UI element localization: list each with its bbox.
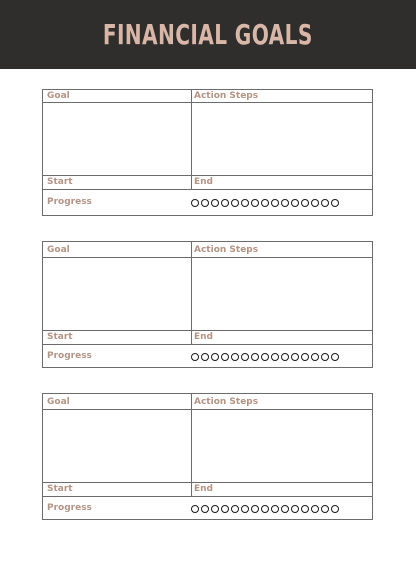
progress-tracker xyxy=(191,497,371,520)
progress-circle[interactable] xyxy=(261,505,269,513)
goal-input-area[interactable] xyxy=(43,410,372,482)
progress-circle[interactable] xyxy=(321,353,329,361)
end-label: End xyxy=(194,332,213,342)
progress-circle[interactable] xyxy=(211,353,219,361)
progress-circle[interactable] xyxy=(191,353,199,361)
progress-label: Progress xyxy=(47,503,92,513)
column-divider xyxy=(191,242,192,344)
column-divider xyxy=(191,394,192,496)
progress-circle[interactable] xyxy=(221,199,229,207)
progress-circle[interactable] xyxy=(281,505,289,513)
progress-circle[interactable] xyxy=(201,199,209,207)
goal-header-row xyxy=(43,90,372,102)
progress-label: Progress xyxy=(47,197,92,207)
start-end-row xyxy=(43,176,372,189)
progress-circle[interactable] xyxy=(301,199,309,207)
progress-circle[interactable] xyxy=(291,199,299,207)
action-steps-label: Action Steps xyxy=(194,245,259,255)
goal-header-row xyxy=(43,242,372,257)
page-title: FINANCIAL GOALS xyxy=(103,18,313,51)
progress-circle[interactable] xyxy=(301,353,309,361)
start-end-row xyxy=(43,483,372,496)
goal-header-row xyxy=(43,394,372,409)
start-end-row xyxy=(43,331,372,344)
progress-circle[interactable] xyxy=(211,199,219,207)
start-label: Start xyxy=(47,332,73,342)
progress-tracker xyxy=(191,190,371,215)
progress-circle[interactable] xyxy=(251,505,259,513)
progress-circle[interactable] xyxy=(231,353,239,361)
goal-label: Goal xyxy=(47,397,70,407)
progress-row xyxy=(43,345,372,368)
progress-circle[interactable] xyxy=(271,505,279,513)
progress-circle[interactable] xyxy=(211,505,219,513)
progress-circle[interactable] xyxy=(191,199,199,207)
goal-input-area[interactable] xyxy=(43,103,372,175)
progress-circle[interactable] xyxy=(331,505,339,513)
progress-circle[interactable] xyxy=(231,199,239,207)
progress-tracker xyxy=(191,345,371,368)
end-label: End xyxy=(194,484,213,494)
progress-row xyxy=(43,190,372,215)
progress-circle[interactable] xyxy=(221,505,229,513)
progress-circle[interactable] xyxy=(251,199,259,207)
goal-input-area[interactable] xyxy=(43,258,372,330)
start-label: Start xyxy=(47,484,73,494)
progress-circle[interactable] xyxy=(301,505,309,513)
end-label: End xyxy=(194,177,213,187)
progress-circle[interactable] xyxy=(261,353,269,361)
goal-card xyxy=(42,393,373,520)
progress-circle[interactable] xyxy=(331,353,339,361)
progress-label: Progress xyxy=(47,351,92,361)
progress-circle[interactable] xyxy=(191,505,199,513)
progress-circle[interactable] xyxy=(311,505,319,513)
progress-circle[interactable] xyxy=(271,199,279,207)
action-steps-label: Action Steps xyxy=(194,397,259,407)
progress-circle[interactable] xyxy=(241,353,249,361)
progress-circle[interactable] xyxy=(221,353,229,361)
goal-card xyxy=(42,241,373,368)
page-header xyxy=(0,0,416,69)
progress-circle[interactable] xyxy=(311,353,319,361)
progress-circle[interactable] xyxy=(311,199,319,207)
goal-label: Goal xyxy=(47,91,70,101)
progress-circle[interactable] xyxy=(281,353,289,361)
progress-circle[interactable] xyxy=(291,505,299,513)
goal-card xyxy=(42,89,373,216)
progress-circle[interactable] xyxy=(201,505,209,513)
goal-label: Goal xyxy=(47,245,70,255)
start-label: Start xyxy=(47,177,73,187)
progress-circle[interactable] xyxy=(271,353,279,361)
action-steps-label: Action Steps xyxy=(194,91,259,101)
progress-row xyxy=(43,497,372,520)
progress-circle[interactable] xyxy=(201,353,209,361)
progress-circle[interactable] xyxy=(261,199,269,207)
progress-circle[interactable] xyxy=(241,199,249,207)
progress-circle[interactable] xyxy=(291,353,299,361)
progress-circle[interactable] xyxy=(281,199,289,207)
progress-circle[interactable] xyxy=(321,199,329,207)
progress-circle[interactable] xyxy=(241,505,249,513)
progress-circle[interactable] xyxy=(251,353,259,361)
progress-circle[interactable] xyxy=(331,199,339,207)
progress-circle[interactable] xyxy=(231,505,239,513)
progress-circle[interactable] xyxy=(321,505,329,513)
